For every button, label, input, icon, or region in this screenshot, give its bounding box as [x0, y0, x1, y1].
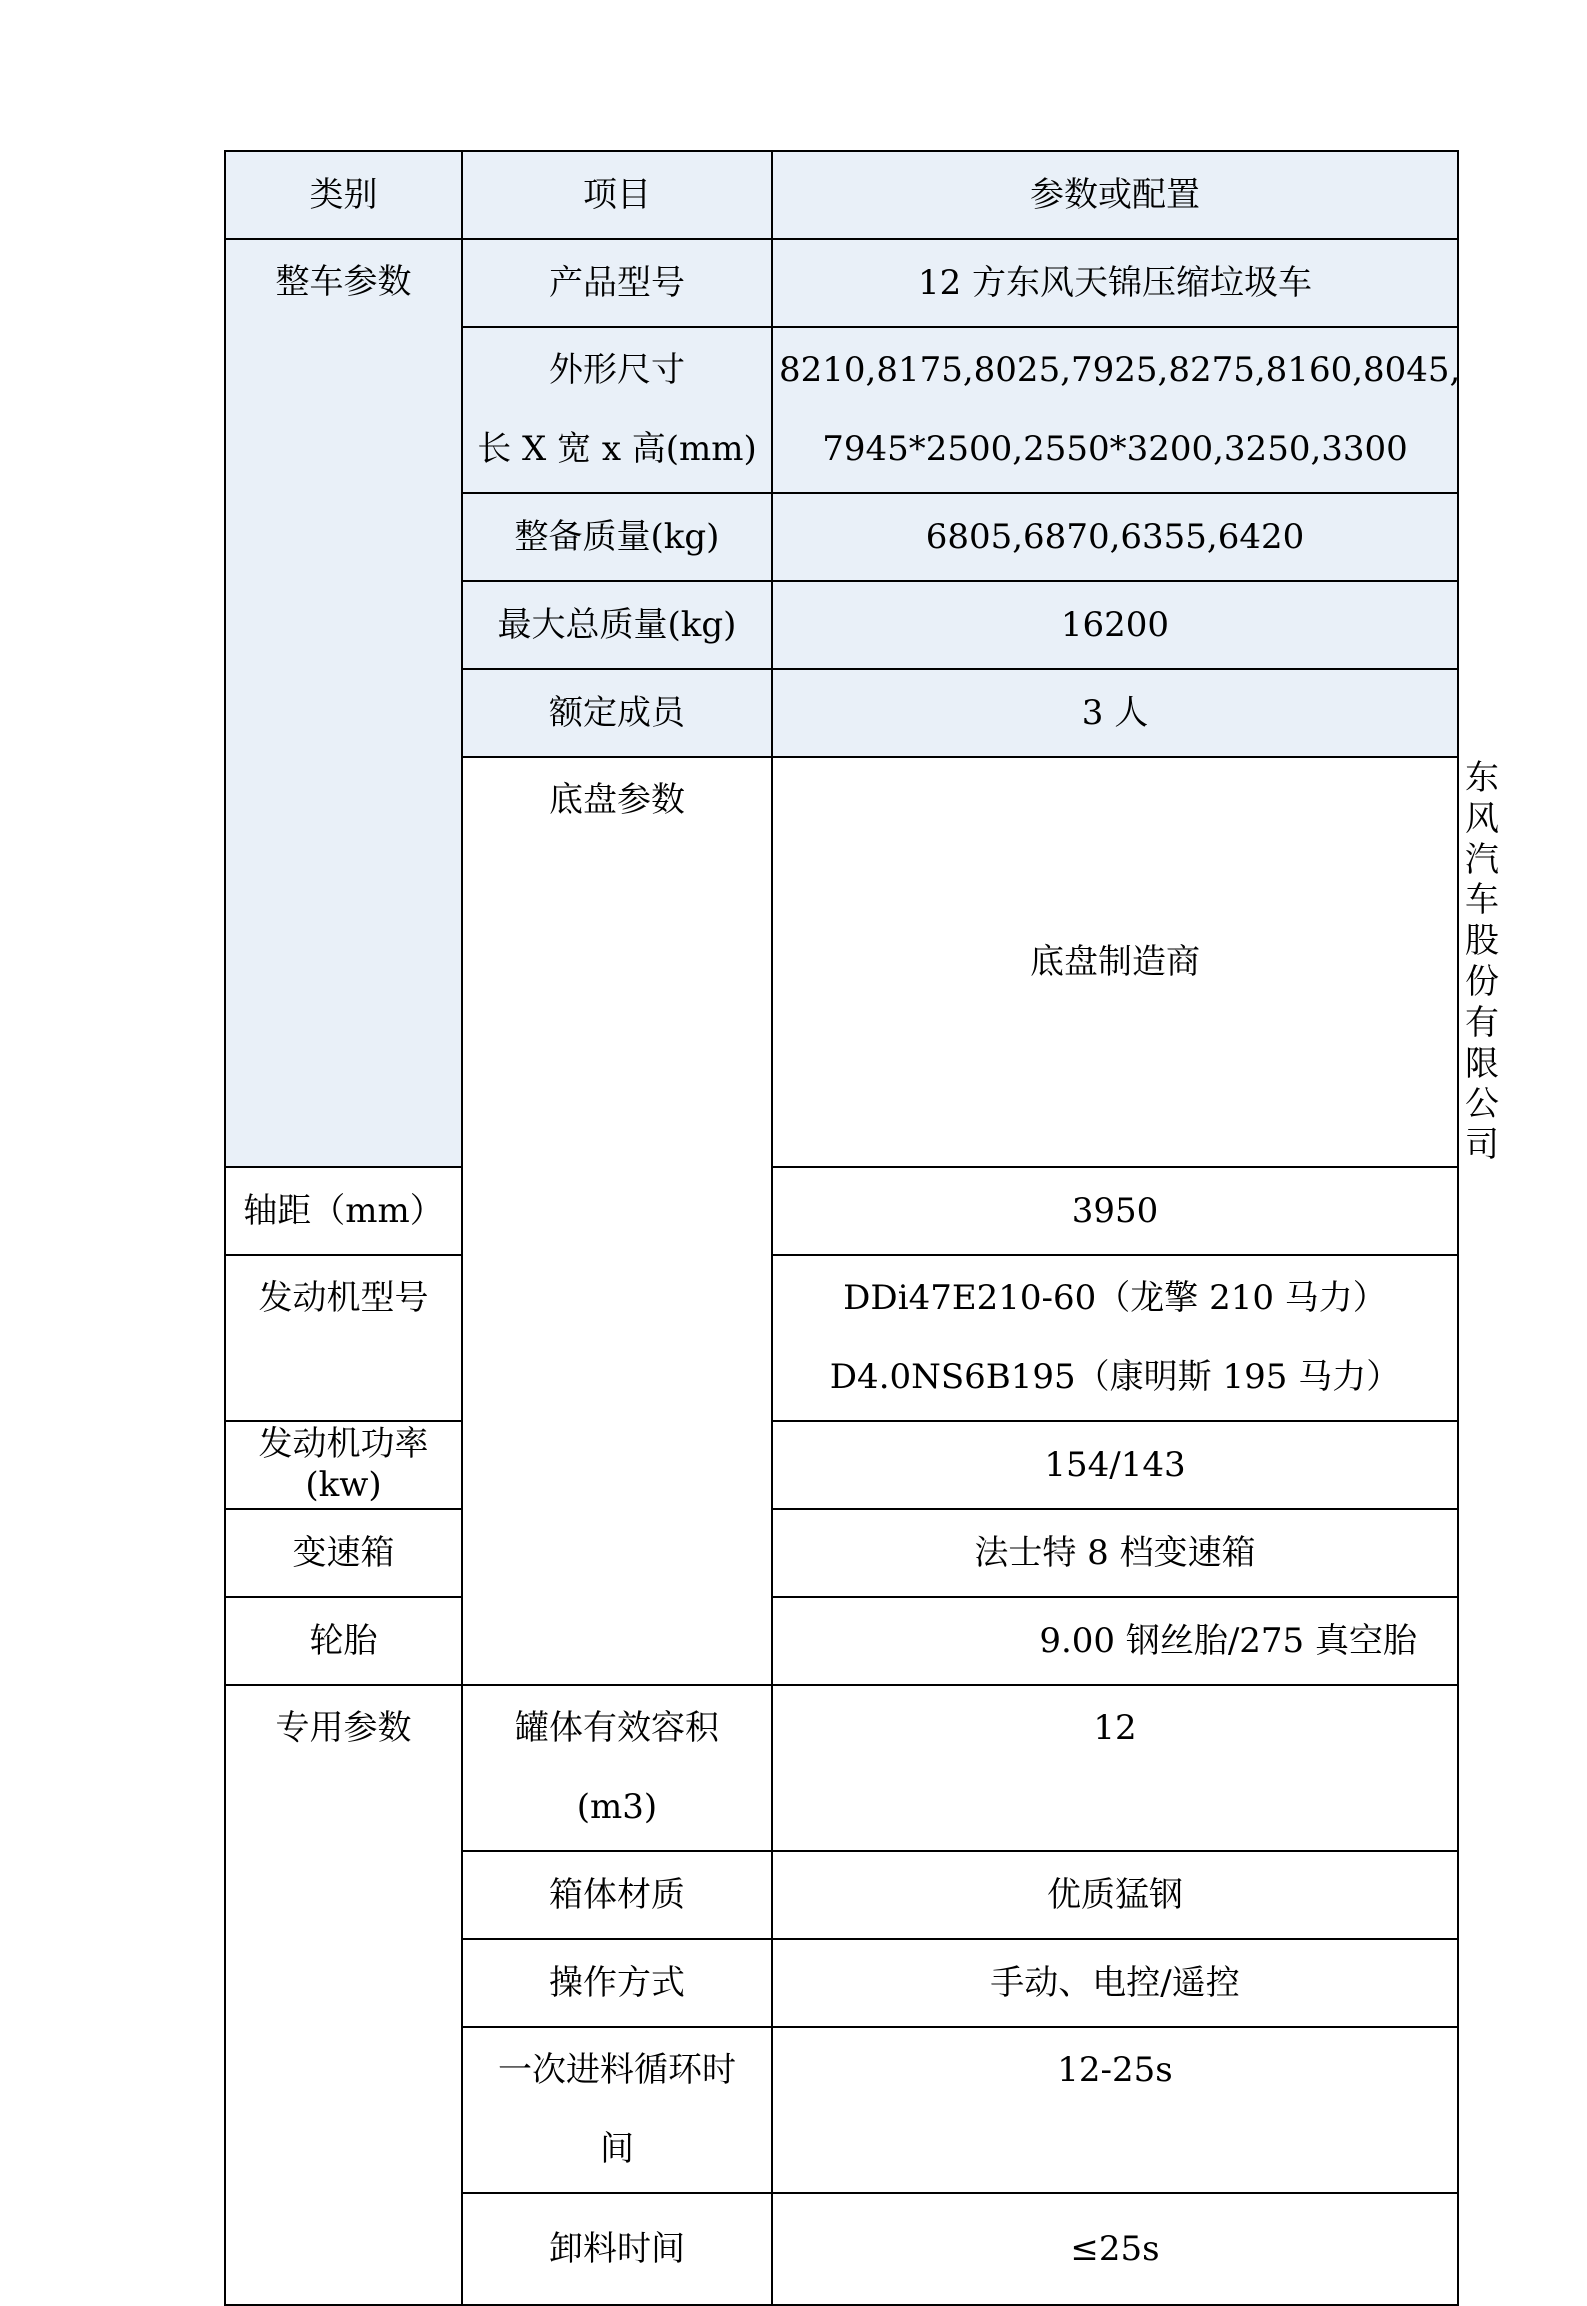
- value-line: 7945*2500,2550*3200,3250,3300: [822, 429, 1408, 469]
- item-cell: 发动机型号: [225, 1255, 462, 1421]
- item-line: 罐体有效容积: [515, 1707, 719, 1748]
- table-row: [225, 1255, 1458, 1421]
- table-row: [225, 239, 1458, 327]
- item-line: 间: [600, 2128, 634, 2169]
- table-row: [225, 1685, 1458, 1851]
- item-cell: 轮胎: [225, 1597, 462, 1685]
- item-cell: 轴距（mm）: [225, 1167, 462, 1255]
- item-line: 长 X 宽 x 高(mm): [477, 429, 757, 469]
- item-cell: [462, 1685, 772, 1851]
- value-cell: 12-25s: [772, 2027, 1458, 2193]
- value-line: 8210,8175,8025,7925,8275,8160,8045,: [779, 350, 1461, 391]
- item-cell: 箱体材质: [462, 1851, 772, 1939]
- value-cell: 6805,6870,6355,6420: [772, 493, 1458, 581]
- header-value: 参数或配置: [772, 151, 1458, 239]
- table-row: [225, 1167, 1458, 1255]
- value-cell: 3 人: [772, 669, 1458, 757]
- table-row: [225, 1597, 1458, 1685]
- item-cell: 操作方式: [462, 1939, 772, 2027]
- value-cell: 12: [772, 1685, 1458, 1851]
- value-cell: 9.00 钢丝胎/275 真空胎: [772, 1597, 1458, 1685]
- value-cell: [772, 1255, 1458, 1421]
- item-line: 一次进料循环时: [498, 2049, 736, 2090]
- item-line: (m3): [576, 1786, 658, 1827]
- item-cell: 变速箱: [225, 1509, 462, 1597]
- table-row: [225, 1509, 1458, 1597]
- item-cell: 产品型号: [462, 239, 772, 327]
- category-vehicle: 整车参数: [225, 239, 462, 1167]
- item-cell: 发动机功率(kw): [225, 1421, 462, 1509]
- table-row: 底盘参数 底盘制造商 东风汽车股份有限公司: [225, 757, 1458, 1167]
- item-cell: 额定成员: [462, 669, 772, 757]
- item-cell: [462, 2027, 772, 2193]
- value-cell: 优质猛钢: [772, 1851, 1458, 1939]
- table-header-row: [225, 151, 1458, 239]
- item-cell: [462, 327, 772, 493]
- spec-table: [224, 150, 1499, 2306]
- value-cell: 手动、电控/遥控: [772, 1939, 1458, 2027]
- category-special: 专用参数: [225, 1685, 462, 2305]
- header-item: 项目: [462, 151, 772, 239]
- value-cell: 16200: [772, 581, 1458, 669]
- item-cell: 卸料时间: [462, 2193, 772, 2305]
- value-cell: 12 方东风天锦压缩垃圾车: [772, 239, 1458, 327]
- item-cell: 底盘制造商: [772, 757, 1458, 1167]
- value-line: D4.0NS6B195（康明斯 195 马力）: [829, 1356, 1401, 1397]
- value-cell: ≤25s: [772, 2193, 1458, 2305]
- table-row: [225, 1421, 1458, 1509]
- item-line: 外形尺寸: [549, 350, 685, 391]
- item-cell: 整备质量(kg): [462, 493, 772, 581]
- header-category: 类别: [225, 151, 462, 239]
- value-cell: 3950: [772, 1167, 1458, 1255]
- value-line: DDi47E210-60（龙擎 210 马力）: [843, 1277, 1387, 1318]
- item-cell: 最大总质量(kg): [462, 581, 772, 669]
- value-cell: [772, 327, 1461, 493]
- value-cell: 154/143: [772, 1421, 1458, 1509]
- value-cell: 法士特 8 档变速箱: [772, 1509, 1458, 1597]
- category-chassis: 底盘参数: [462, 757, 772, 1685]
